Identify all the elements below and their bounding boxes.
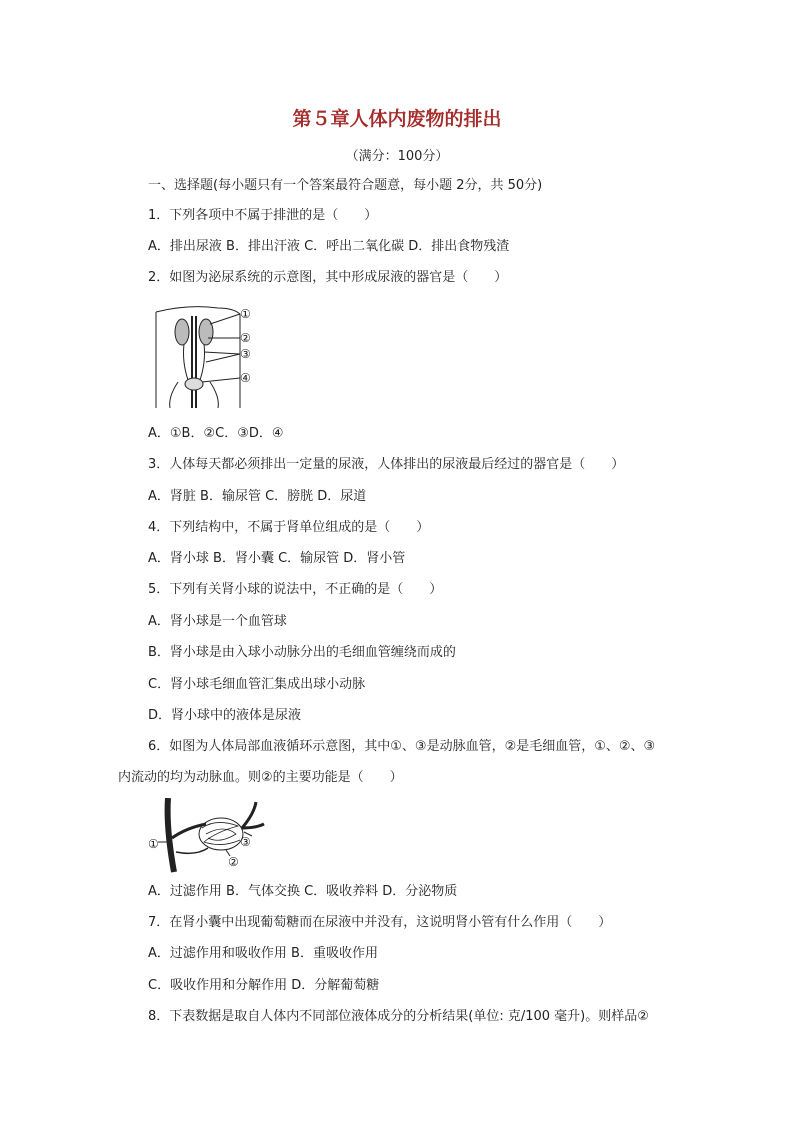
figure-label-1: ①: [240, 307, 251, 321]
figure-label-1: ①: [148, 837, 159, 851]
question-2-options: A．①B．②C．③D．④: [148, 426, 284, 441]
question-5-option-c: C．肾小球毛细血管汇集成出球小动脉: [148, 677, 366, 692]
score-note: （满分：100分）: [345, 149, 449, 164]
question-2-stem: 2．如图为泌尿系统的示意图，其中形成尿液的器官是（ ）: [148, 270, 508, 285]
figure-label-3: ③: [240, 347, 251, 361]
question-7-options-cd: C．吸收作用和分解作用 D．分解葡萄糖: [148, 978, 380, 993]
urinary-system-figure: [148, 302, 263, 412]
figure-label-2: ②: [240, 331, 251, 345]
question-5-option-d: D．肾小球中的液体是尿液: [148, 708, 302, 723]
page-title: 第５章人体内废物的排出: [292, 108, 502, 130]
question-6-stem-line-1: 6．如图为人体局部血液循环示意图，其中①、③是动脉血管，②是毛细血管，①、②、③: [148, 739, 656, 754]
figure-label-2: ②: [228, 855, 239, 869]
question-1-options: A．排出尿液 B．排出汗液 C．呼出二氧化碳 D．排出食物残渣: [148, 239, 510, 254]
figure-label-4: ④: [240, 371, 251, 385]
question-6-stem-line-2: 内流动的均为动脉血。则②的主要功能是（ ）: [118, 770, 403, 785]
question-8-stem: 8．下表数据是取自人体内不同部位液体成分的分析结果(单位: 克/100 毫升)。则样品②: [148, 1009, 649, 1024]
figure-label-3: ③: [240, 835, 251, 849]
question-5-stem: 5．下列有关肾小球的说法中，不正确的是（ ）: [148, 582, 443, 597]
question-7-stem: 7．在肾小囊中出现葡萄糖而在尿液中并没有，这说明肾小管有什么作用（ ）: [148, 915, 612, 930]
question-3-options: A．肾脏 B．输尿管 C．膀胱 D．尿道: [148, 489, 367, 504]
question-5-option-b: B．肾小球是由入球小动脉分出的毛细血管缠绕而成的: [148, 645, 456, 660]
question-6-options: A．过滤作用 B．气体交换 C．吸收养料 D．分泌物质: [148, 884, 458, 899]
question-7-options-ab: A．过滤作用和吸收作用 B．重吸收作用: [148, 946, 378, 961]
question-5-option-a: A．肾小球是一个血管球: [148, 614, 287, 629]
question-3-stem: 3．人体每天都必须排出一定量的尿液，人体排出的尿液最后经过的器官是（ ）: [148, 457, 625, 472]
question-4-options: A．肾小球 B．肾小囊 C．输尿管 D．肾小管: [148, 551, 406, 566]
question-4-stem: 4．下列结构中，不属于肾单位组成的是（ ）: [148, 520, 430, 535]
question-1-stem: 1．下列各项中不属于排泄的是（ ）: [148, 208, 378, 223]
section-heading: 一、选择题(每小题只有一个答案最符合题意，每小题 2分，共 50分): [148, 178, 543, 193]
circulation-figure: [146, 798, 271, 874]
